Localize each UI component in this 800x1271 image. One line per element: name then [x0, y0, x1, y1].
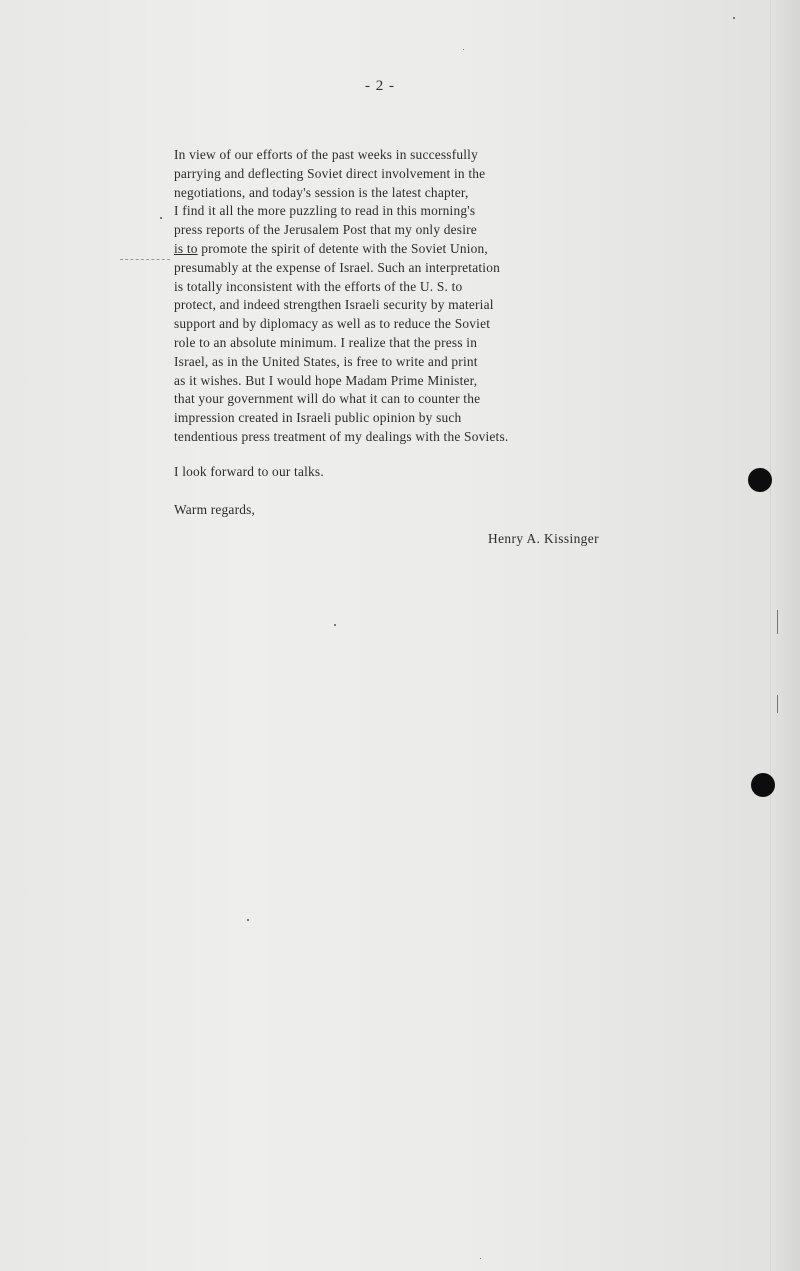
page-fold-line [770, 0, 771, 1271]
body-line: support and by diplomacy as well as to reduce the Soviet [174, 316, 491, 332]
body-line: press reports of the Jerusalem Post that my only desire [174, 222, 477, 238]
body-line: parrying and deflecting Soviet direct involvement in the [174, 165, 486, 181]
body-line-rest: promote the spirit of detente with the Soviet Union, [197, 240, 488, 256]
body-line: In view of our efforts of the past weeks in successfully [174, 147, 478, 162]
paper-speck [480, 1258, 481, 1259]
body-line: I find it all the more puzzling to read in this morning's [174, 203, 476, 219]
body-line: Israel, as in the United States, is free to write and print [174, 353, 478, 369]
underlined-text: is to [174, 240, 198, 256]
body-line: is totally inconsistent with the efforts of the U. S. to [174, 278, 463, 294]
body-line: tendentious press treatment of my dealings with the Soviets. [174, 428, 509, 444]
paper-speck [334, 624, 336, 626]
page-number: - 2 - [365, 78, 395, 94]
edge-tick-mark [777, 695, 778, 713]
regards-line: Warm regards, [174, 502, 256, 517]
edge-tick-mark [777, 610, 778, 634]
body-line: as it wishes. But I would hope Madam Prime Minister, [174, 372, 478, 388]
paper-speck [733, 17, 735, 19]
paper-speck [247, 919, 249, 921]
page-edge-shadow [770, 0, 800, 1271]
margin-mark [120, 259, 170, 261]
punch-hole [751, 773, 775, 797]
body-line: presumably at the expense of Israel. Such an interpretation [174, 259, 500, 275]
paper-speck [463, 49, 464, 50]
body-line: impression created in Israeli public opinion by such [174, 410, 462, 426]
body-line: that your government will do what it can to counter the [174, 391, 481, 407]
punch-hole [748, 468, 772, 492]
signature-name: Henry A. Kissinger [488, 531, 599, 546]
paper-speck [160, 217, 162, 219]
body-line: protect, and indeed strengthen Israeli security by material [174, 297, 494, 313]
letter-body-paragraph [174, 146, 644, 447]
body-line-with-underline [174, 240, 644, 259]
closing-line: I look forward to our talks. [174, 464, 324, 479]
body-line: negotiations, and today's session is the latest chapter, [174, 184, 469, 200]
body-line: role to an absolute minimum. I realize that the press in [174, 334, 478, 350]
